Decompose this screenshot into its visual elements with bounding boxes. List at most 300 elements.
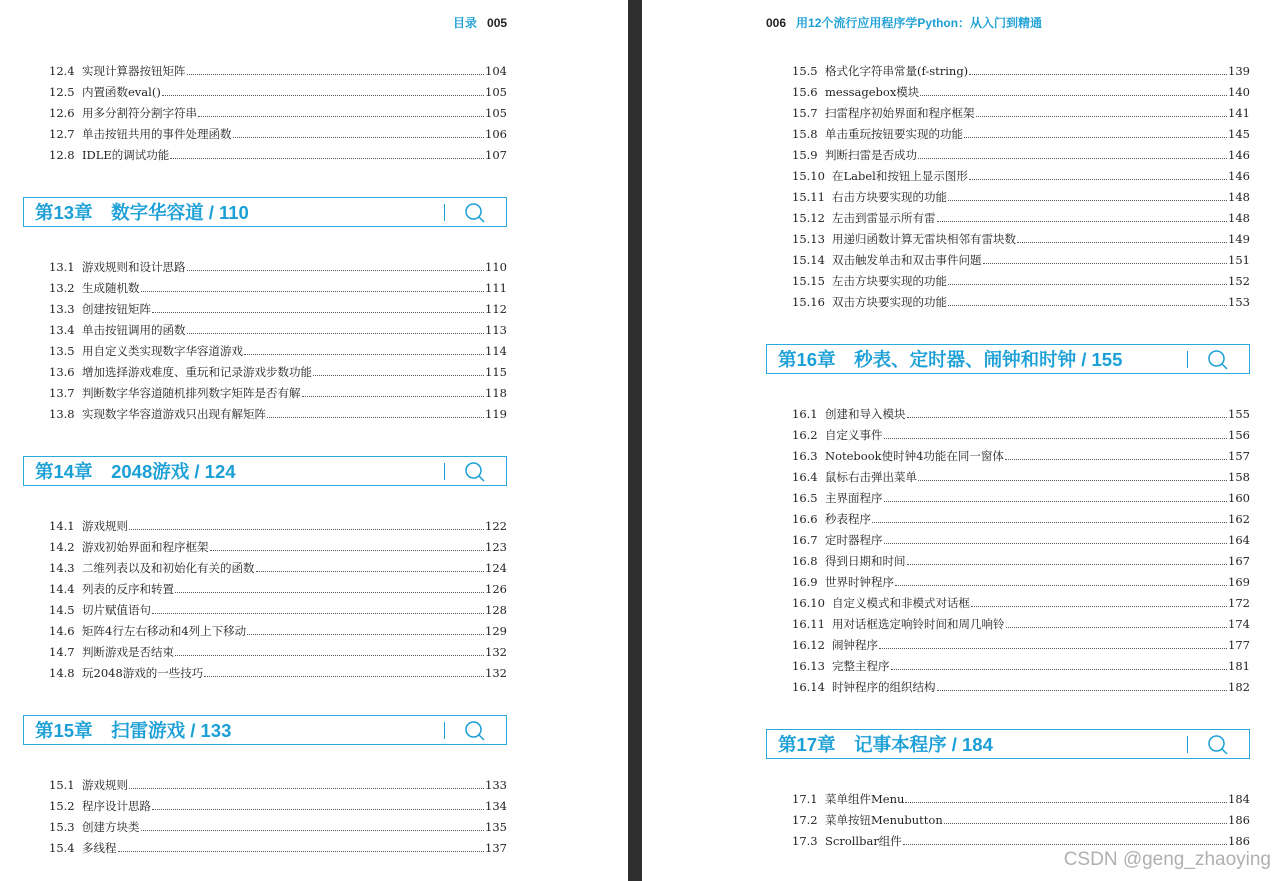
toc-entry[interactable] bbox=[23, 795, 507, 816]
section-title: 切片赋值语句 bbox=[82, 602, 151, 617]
page-number: 148 bbox=[1228, 189, 1250, 204]
section-number: 15.1 bbox=[49, 777, 75, 792]
section-number: 16.7 bbox=[792, 532, 818, 547]
dot-leader bbox=[210, 550, 485, 551]
toc-entry[interactable] bbox=[766, 830, 1250, 851]
page-gutter bbox=[628, 0, 642, 881]
section-title: 实现计算器按钮矩阵 bbox=[82, 63, 186, 78]
toc-entry[interactable] bbox=[766, 102, 1250, 123]
dot-leader bbox=[969, 74, 1227, 75]
header-page-number: 005 bbox=[487, 16, 508, 30]
page-number: 132 bbox=[485, 665, 507, 680]
toc-entry[interactable] bbox=[23, 662, 507, 683]
section-title: 鼠标右击弹出菜单 bbox=[825, 469, 917, 484]
section-number: 16.14 bbox=[792, 679, 825, 694]
section-number: 15.13 bbox=[792, 231, 825, 246]
section-title: 判断游戏是否结束 bbox=[82, 644, 174, 659]
page-number: 146 bbox=[1228, 168, 1250, 183]
chapter-title: 第16章 秒表、定时器、闹钟和时钟 / 155 bbox=[778, 349, 1123, 370]
chapter-heading[interactable] bbox=[23, 197, 507, 227]
page-number: 152 bbox=[1228, 273, 1250, 288]
section-number: 16.12 bbox=[792, 637, 825, 652]
section-title: 用对话框选定响铃时间和周几响铃 bbox=[832, 616, 1005, 631]
section-number: 13.5 bbox=[49, 343, 75, 358]
toc-content bbox=[23, 60, 507, 858]
dot-leader bbox=[175, 655, 484, 656]
toc-entry[interactable] bbox=[23, 599, 507, 620]
page-number: 174 bbox=[1228, 616, 1250, 631]
section-title: 游戏初始界面和程序框架 bbox=[82, 539, 209, 554]
divider bbox=[1187, 351, 1189, 368]
section-number: 13.4 bbox=[49, 322, 75, 337]
toc-content bbox=[766, 60, 1250, 851]
section-number: 16.2 bbox=[792, 427, 818, 442]
chapter-heading[interactable] bbox=[766, 729, 1250, 759]
dot-leader bbox=[1017, 242, 1227, 243]
section-title: 菜单组件Menu bbox=[825, 791, 905, 806]
toc-entry[interactable] bbox=[766, 487, 1250, 508]
dot-leader bbox=[1006, 627, 1228, 628]
page-number: 141 bbox=[1228, 105, 1250, 120]
section-number: 14.8 bbox=[49, 665, 75, 680]
section-number: 15.12 bbox=[792, 210, 825, 225]
page-number: 105 bbox=[485, 105, 507, 120]
dot-leader bbox=[948, 305, 1227, 306]
dot-leader bbox=[244, 354, 484, 355]
section-number: 16.3 bbox=[792, 448, 818, 463]
page-number: 162 bbox=[1228, 511, 1250, 526]
search-icon[interactable] bbox=[464, 720, 486, 742]
dot-leader bbox=[891, 669, 1228, 670]
toc-entry[interactable] bbox=[23, 144, 507, 165]
section-number: 13.2 bbox=[49, 280, 75, 295]
section-title: 闹钟程序 bbox=[832, 637, 878, 652]
dot-leader bbox=[187, 74, 485, 75]
dot-leader bbox=[187, 270, 485, 271]
page-number: 119 bbox=[485, 406, 507, 421]
dot-leader bbox=[895, 585, 1227, 586]
toc-entry[interactable] bbox=[766, 291, 1250, 312]
chapter-title: 第13章 数字华容道 / 110 bbox=[35, 202, 249, 223]
dot-leader bbox=[198, 116, 484, 117]
toc-entry[interactable] bbox=[23, 340, 507, 361]
divider bbox=[444, 204, 446, 221]
section-number: 16.13 bbox=[792, 658, 825, 673]
dot-leader bbox=[884, 543, 1228, 544]
page-number: 157 bbox=[1228, 448, 1250, 463]
dot-leader bbox=[152, 613, 484, 614]
section-number: 16.5 bbox=[792, 490, 818, 505]
toc-entry[interactable] bbox=[766, 123, 1250, 144]
section-number: 14.6 bbox=[49, 623, 75, 638]
page-number: 133 bbox=[485, 777, 507, 792]
section-title: 左击到雷显示所有雷 bbox=[832, 210, 936, 225]
section-title: 创建方块类 bbox=[82, 819, 140, 834]
divider bbox=[444, 463, 446, 480]
section-number: 15.14 bbox=[792, 252, 825, 267]
section-number: 16.6 bbox=[792, 511, 818, 526]
page-number: 182 bbox=[1228, 679, 1250, 694]
toc-entry[interactable] bbox=[23, 102, 507, 123]
section-title: 用递归函数计算无雷块相邻有雷块数 bbox=[832, 231, 1016, 246]
toc-entry[interactable] bbox=[23, 256, 507, 277]
page-number: 124 bbox=[485, 560, 507, 575]
toc-entry[interactable] bbox=[23, 641, 507, 662]
page-number: 148 bbox=[1228, 210, 1250, 225]
section-title: 自定义事件 bbox=[825, 427, 883, 442]
dot-leader bbox=[256, 571, 485, 572]
chapter-title: 第15章 扫雷游戏 / 133 bbox=[35, 720, 232, 741]
page-number: 160 bbox=[1228, 490, 1250, 505]
toc-entry[interactable] bbox=[766, 228, 1250, 249]
toc-entry[interactable] bbox=[23, 578, 507, 599]
section-number: 12.4 bbox=[49, 63, 75, 78]
dot-leader bbox=[971, 606, 1227, 607]
toc-entry[interactable] bbox=[766, 592, 1250, 613]
toc-entry[interactable] bbox=[766, 634, 1250, 655]
dot-leader bbox=[152, 312, 484, 313]
toc-entry[interactable] bbox=[766, 809, 1250, 830]
section-title: 单击按钮共用的事件处理函数 bbox=[82, 126, 232, 141]
toc-entry[interactable] bbox=[766, 466, 1250, 487]
page-number: 169 bbox=[1228, 574, 1250, 589]
toc-entry[interactable] bbox=[766, 186, 1250, 207]
chapter-title: 第14章 2048游戏 / 124 bbox=[35, 461, 236, 482]
section-title: Notebook使时钟4功能在同一窗体 bbox=[825, 448, 1004, 463]
section-number: 15.15 bbox=[792, 273, 825, 288]
dot-leader bbox=[872, 522, 1227, 523]
page-number: 164 bbox=[1228, 532, 1250, 547]
dot-leader bbox=[983, 263, 1228, 264]
toc-entry[interactable] bbox=[766, 424, 1250, 445]
section-number: 15.7 bbox=[792, 105, 818, 120]
section-title: 判断数字华容道随机排列数字矩阵是否有解 bbox=[82, 385, 301, 400]
dot-leader bbox=[905, 802, 1227, 803]
section-number: 15.10 bbox=[792, 168, 825, 183]
section-title: 扫雷程序初始界面和程序框架 bbox=[825, 105, 975, 120]
page-number: 105 bbox=[485, 84, 507, 99]
dot-leader bbox=[175, 592, 484, 593]
page-number: 128 bbox=[485, 602, 507, 617]
toc-entry[interactable] bbox=[23, 620, 507, 641]
section-title: 二维列表以及和初始化有关的函数 bbox=[82, 560, 255, 575]
page-number: 110 bbox=[485, 259, 507, 274]
page-number: 158 bbox=[1228, 469, 1250, 484]
section-number: 12.6 bbox=[49, 105, 75, 120]
page-number: 186 bbox=[1228, 812, 1250, 827]
search-icon[interactable] bbox=[1207, 734, 1229, 756]
dot-leader bbox=[162, 95, 484, 96]
dot-leader bbox=[964, 137, 1227, 138]
section-title: 用多分割符分割字符串 bbox=[82, 105, 197, 120]
toc-entry[interactable] bbox=[23, 361, 507, 382]
toc-entry[interactable] bbox=[766, 60, 1250, 81]
section-number: 14.5 bbox=[49, 602, 75, 617]
search-icon[interactable] bbox=[464, 461, 486, 483]
section-title: 得到日期和时间 bbox=[825, 553, 906, 568]
page-number: 146 bbox=[1228, 147, 1250, 162]
dot-leader bbox=[1005, 459, 1227, 460]
section-number: 15.16 bbox=[792, 294, 825, 309]
section-number: 14.3 bbox=[49, 560, 75, 575]
page-number: 145 bbox=[1228, 126, 1250, 141]
section-title: 自定义模式和非模式对话框 bbox=[832, 595, 970, 610]
section-title: IDLE的调试功能 bbox=[82, 147, 170, 162]
toc-entry[interactable] bbox=[766, 249, 1250, 270]
section-number: 16.1 bbox=[792, 406, 818, 421]
dot-leader bbox=[152, 809, 484, 810]
left-page bbox=[0, 0, 628, 881]
section-number: 16.9 bbox=[792, 574, 818, 589]
chapter-heading[interactable] bbox=[766, 344, 1250, 374]
section-title: 完整主程序 bbox=[832, 658, 890, 673]
toc-entry[interactable] bbox=[23, 298, 507, 319]
dot-leader bbox=[918, 158, 1227, 159]
dot-leader bbox=[233, 137, 485, 138]
search-icon[interactable] bbox=[1207, 349, 1229, 371]
section-number: 15.4 bbox=[49, 840, 75, 855]
page-number: 156 bbox=[1228, 427, 1250, 442]
section-title: 单击按钮调用的函数 bbox=[82, 322, 186, 337]
dot-leader bbox=[907, 417, 1228, 418]
toc-entry[interactable] bbox=[766, 144, 1250, 165]
page-number: 155 bbox=[1228, 406, 1250, 421]
section-title: 创建和导入模块 bbox=[825, 406, 906, 421]
toc-entry[interactable] bbox=[766, 655, 1250, 676]
section-number: 14.2 bbox=[49, 539, 75, 554]
section-number: 13.3 bbox=[49, 301, 75, 316]
section-title: 世界时钟程序 bbox=[825, 574, 894, 589]
section-title: 菜单按钮Menubutton bbox=[825, 812, 943, 827]
section-title: 游戏规则 bbox=[82, 518, 128, 533]
section-number: 14.7 bbox=[49, 644, 75, 659]
section-title: 内置函数eval() bbox=[82, 84, 161, 99]
page-number: 114 bbox=[485, 343, 507, 358]
section-title: 在Label和按钮上显示图形 bbox=[832, 168, 968, 183]
section-number: 15.11 bbox=[792, 189, 825, 204]
section-title: 定时器程序 bbox=[825, 532, 883, 547]
dot-leader bbox=[129, 529, 484, 530]
page-header bbox=[453, 14, 507, 31]
page-number: 140 bbox=[1228, 84, 1250, 99]
section-title: 双击方块要实现的功能 bbox=[832, 294, 947, 309]
section-title: 主界面程序 bbox=[825, 490, 883, 505]
chapter-title: 第17章 记事本程序 / 184 bbox=[778, 734, 993, 755]
page-number: 151 bbox=[1228, 252, 1250, 267]
section-number: 15.5 bbox=[792, 63, 818, 78]
toc-entry[interactable] bbox=[766, 270, 1250, 291]
section-number: 13.6 bbox=[49, 364, 75, 379]
toc-entry[interactable] bbox=[766, 207, 1250, 228]
page-number: 172 bbox=[1228, 595, 1250, 610]
toc-entry[interactable] bbox=[23, 60, 507, 81]
section-number: 12.8 bbox=[49, 147, 75, 162]
right-page bbox=[642, 0, 1277, 881]
page-number: 104 bbox=[485, 63, 507, 78]
chapter-heading[interactable] bbox=[23, 715, 507, 745]
toc-entry[interactable] bbox=[766, 529, 1250, 550]
section-number: 16.4 bbox=[792, 469, 818, 484]
section-number: 14.4 bbox=[49, 581, 75, 596]
section-number: 13.7 bbox=[49, 385, 75, 400]
toc-entry[interactable] bbox=[766, 165, 1250, 186]
divider bbox=[444, 722, 446, 739]
dot-leader bbox=[302, 396, 485, 397]
dot-leader bbox=[969, 179, 1227, 180]
toc-entry[interactable] bbox=[766, 676, 1250, 697]
dot-leader bbox=[879, 648, 1227, 649]
page-number: 118 bbox=[485, 385, 507, 400]
header-label: 用12个流行应用程序学Python：从入门到精通 bbox=[796, 16, 1043, 30]
page-number: 111 bbox=[485, 280, 507, 295]
dot-leader bbox=[903, 844, 1227, 845]
section-title: 左击方块要实现的功能 bbox=[832, 273, 947, 288]
page-number: 153 bbox=[1228, 294, 1250, 309]
section-title: 实现数字华容道游戏只出现有解矩阵 bbox=[82, 406, 266, 421]
toc-entry[interactable] bbox=[23, 774, 507, 795]
dot-leader bbox=[247, 634, 484, 635]
page-number: 181 bbox=[1228, 658, 1250, 673]
page-number: 112 bbox=[485, 301, 507, 316]
section-number: 17.2 bbox=[792, 812, 818, 827]
chapter-heading[interactable] bbox=[23, 456, 507, 486]
page-number: 113 bbox=[485, 322, 507, 337]
toc-entry[interactable] bbox=[23, 557, 507, 578]
section-title: 时钟程序的组织结构 bbox=[832, 679, 936, 694]
section-title: 程序设计思路 bbox=[82, 798, 151, 813]
header-label: 目录 bbox=[453, 16, 478, 30]
section-number: 15.6 bbox=[792, 84, 818, 99]
section-title: 用自定义类实现数字华容道游戏 bbox=[82, 343, 243, 358]
dot-leader bbox=[884, 438, 1228, 439]
toc-entry[interactable] bbox=[766, 445, 1250, 466]
search-icon[interactable] bbox=[464, 202, 486, 224]
dot-leader bbox=[267, 417, 484, 418]
section-number: 15.2 bbox=[49, 798, 75, 813]
toc-entry[interactable] bbox=[23, 837, 507, 858]
page-header bbox=[766, 14, 1042, 31]
toc-entry[interactable] bbox=[23, 277, 507, 298]
section-number: 15.9 bbox=[792, 147, 818, 162]
dot-leader bbox=[937, 221, 1228, 222]
section-title: messagebox模块 bbox=[825, 84, 920, 99]
section-number: 13.8 bbox=[49, 406, 75, 421]
dot-leader bbox=[204, 676, 484, 677]
header-page-number: 006 bbox=[766, 16, 787, 30]
dot-leader bbox=[944, 823, 1227, 824]
page-number: 135 bbox=[485, 819, 507, 834]
toc-entry[interactable] bbox=[23, 123, 507, 144]
page-number: 186 bbox=[1228, 833, 1250, 848]
toc-entry[interactable] bbox=[23, 816, 507, 837]
dot-leader bbox=[884, 501, 1228, 502]
toc-entry[interactable] bbox=[766, 550, 1250, 571]
page-number: 122 bbox=[485, 518, 507, 533]
section-title: 列表的反序和转置 bbox=[82, 581, 174, 596]
section-title: 右击方块要实现的功能 bbox=[832, 189, 947, 204]
toc-entry[interactable] bbox=[23, 319, 507, 340]
toc-entry[interactable] bbox=[766, 613, 1250, 634]
toc-entry[interactable] bbox=[766, 403, 1250, 424]
section-title: 游戏规则 bbox=[82, 777, 128, 792]
page-number: 126 bbox=[485, 581, 507, 596]
page-number: 106 bbox=[485, 126, 507, 141]
section-title: 增加选择游戏难度、重玩和记录游戏步数功能 bbox=[82, 364, 312, 379]
section-title: 判断扫雷是否成功 bbox=[825, 147, 917, 162]
dot-leader bbox=[170, 158, 484, 159]
page-number: 137 bbox=[485, 840, 507, 855]
watermark: CSDN @geng_zhaoying bbox=[1063, 849, 1271, 870]
section-title: Scrollbar组件 bbox=[825, 833, 902, 848]
section-title: 创建按钮矩阵 bbox=[82, 301, 151, 316]
section-number: 13.1 bbox=[49, 259, 75, 274]
dot-leader bbox=[313, 375, 484, 376]
divider bbox=[1187, 736, 1189, 753]
section-title: 双击触发单击和双击事件问题 bbox=[832, 252, 982, 267]
section-number: 14.1 bbox=[49, 518, 75, 533]
toc-entry[interactable] bbox=[766, 508, 1250, 529]
page-number: 123 bbox=[485, 539, 507, 554]
section-title: 游戏规则和设计思路 bbox=[82, 259, 186, 274]
toc-entry[interactable] bbox=[766, 81, 1250, 102]
toc-entry[interactable] bbox=[23, 536, 507, 557]
dot-leader bbox=[918, 480, 1227, 481]
section-title: 多线程 bbox=[82, 840, 117, 855]
page-number: 134 bbox=[485, 798, 507, 813]
dot-leader bbox=[187, 333, 485, 334]
section-number: 12.5 bbox=[49, 84, 75, 99]
toc-entry[interactable] bbox=[23, 382, 507, 403]
toc-entry[interactable] bbox=[23, 515, 507, 536]
page-number: 177 bbox=[1228, 637, 1250, 652]
dot-leader bbox=[948, 200, 1227, 201]
dot-leader bbox=[907, 564, 1228, 565]
dot-leader bbox=[937, 690, 1228, 691]
section-number: 17.3 bbox=[792, 833, 818, 848]
section-title: 玩2048游戏的一些技巧 bbox=[82, 665, 204, 680]
dot-leader bbox=[118, 851, 485, 852]
section-number: 17.1 bbox=[792, 791, 818, 806]
page-number: 115 bbox=[485, 364, 507, 379]
page-number: 149 bbox=[1228, 231, 1250, 246]
dot-leader bbox=[948, 284, 1227, 285]
section-number: 16.10 bbox=[792, 595, 825, 610]
page-number: 107 bbox=[485, 147, 507, 162]
dot-leader bbox=[141, 291, 485, 292]
page-number: 139 bbox=[1228, 63, 1250, 78]
dot-leader bbox=[976, 116, 1228, 117]
toc-entry[interactable] bbox=[23, 403, 507, 424]
section-number: 16.11 bbox=[792, 616, 825, 631]
toc-entry[interactable] bbox=[23, 81, 507, 102]
page-number: 132 bbox=[485, 644, 507, 659]
dot-leader bbox=[129, 788, 484, 789]
section-number: 15.3 bbox=[49, 819, 75, 834]
dot-leader bbox=[920, 95, 1227, 96]
section-number: 15.8 bbox=[792, 126, 818, 141]
section-number: 16.8 bbox=[792, 553, 818, 568]
section-title: 格式化字符串常量(f-string) bbox=[825, 63, 969, 78]
toc-entry[interactable] bbox=[766, 571, 1250, 592]
section-number: 12.7 bbox=[49, 126, 75, 141]
section-title: 矩阵4行左右移动和4列上下移动 bbox=[82, 623, 247, 638]
page-number: 167 bbox=[1228, 553, 1250, 568]
toc-entry[interactable] bbox=[766, 788, 1250, 809]
dot-leader bbox=[141, 830, 485, 831]
section-title: 单击重玩按钮要实现的功能 bbox=[825, 126, 963, 141]
section-title: 生成随机数 bbox=[82, 280, 140, 295]
page-number: 184 bbox=[1228, 791, 1250, 806]
